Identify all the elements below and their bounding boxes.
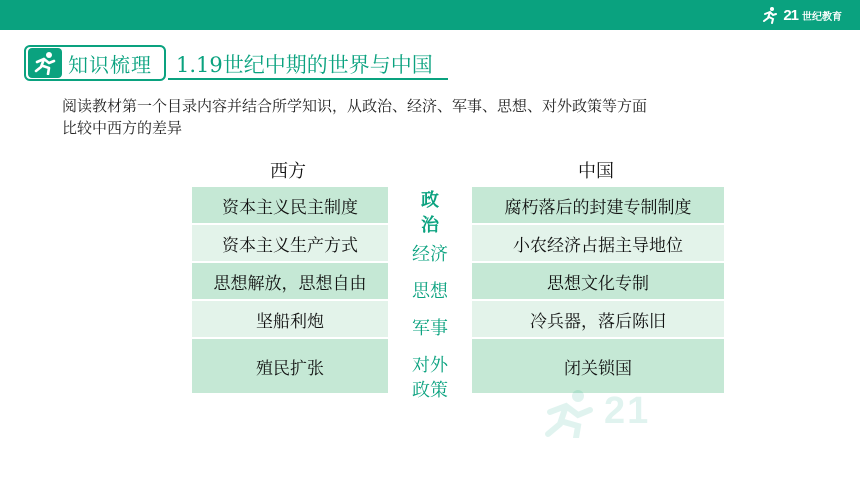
brand-logo bbox=[761, 4, 842, 26]
china-column bbox=[472, 187, 724, 393]
instruction-text bbox=[62, 95, 647, 139]
watermark-runner-icon bbox=[540, 388, 600, 438]
china-heading: 中国 bbox=[578, 161, 614, 182]
china-foreign-policy-cell: 闭关锁国 bbox=[472, 339, 724, 393]
aspect-thought: 思想 bbox=[412, 281, 448, 302]
instruction-line-2: 比较中西方的差异 bbox=[62, 119, 183, 137]
watermark-logo: 21 bbox=[604, 390, 651, 432]
aspect-foreign-policy: 对外政策 bbox=[412, 355, 448, 401]
west-column bbox=[192, 187, 388, 393]
aspect-politics: 政治 bbox=[421, 190, 439, 236]
west-foreign-policy-cell: 殖民扩张 bbox=[192, 339, 388, 393]
page-title: 1.19世纪中期的世界与中国 bbox=[176, 53, 433, 77]
china-economy-cell: 小农经济占据主导地位 bbox=[472, 225, 724, 261]
west-politics-cell: 资本主义民主制度 bbox=[192, 187, 388, 223]
west-heading: 西方 bbox=[270, 161, 306, 182]
aspect-economy: 经济 bbox=[412, 244, 448, 265]
top-banner bbox=[0, 0, 860, 30]
runner-icon bbox=[28, 48, 62, 78]
aspect-military: 军事 bbox=[412, 318, 448, 339]
west-military-cell: 坚船利炮 bbox=[192, 301, 388, 337]
aspect-labels bbox=[400, 188, 460, 403]
watermark bbox=[540, 388, 840, 448]
brand-name: 世纪教育 bbox=[802, 11, 842, 23]
china-politics-cell: 腐朽落后的封建专制制度 bbox=[472, 187, 724, 223]
brand-logo-number: 21 bbox=[783, 6, 798, 24]
section-keyword: 知识梳理 bbox=[68, 52, 152, 77]
instruction-line-1: 阅读教材第一个目录内容并结合所学知识，从政治、经济、军事、思想、对外政策等方面 bbox=[62, 97, 648, 115]
west-thought-cell: 思想解放，思想自由 bbox=[192, 263, 388, 299]
china-military-cell: 冷兵器，落后陈旧 bbox=[472, 301, 724, 337]
west-economy-cell: 资本主义生产方式 bbox=[192, 225, 388, 261]
section-keyword-box bbox=[24, 45, 166, 81]
china-thought-cell: 思想文化专制 bbox=[472, 263, 724, 299]
runner-icon bbox=[761, 6, 779, 24]
